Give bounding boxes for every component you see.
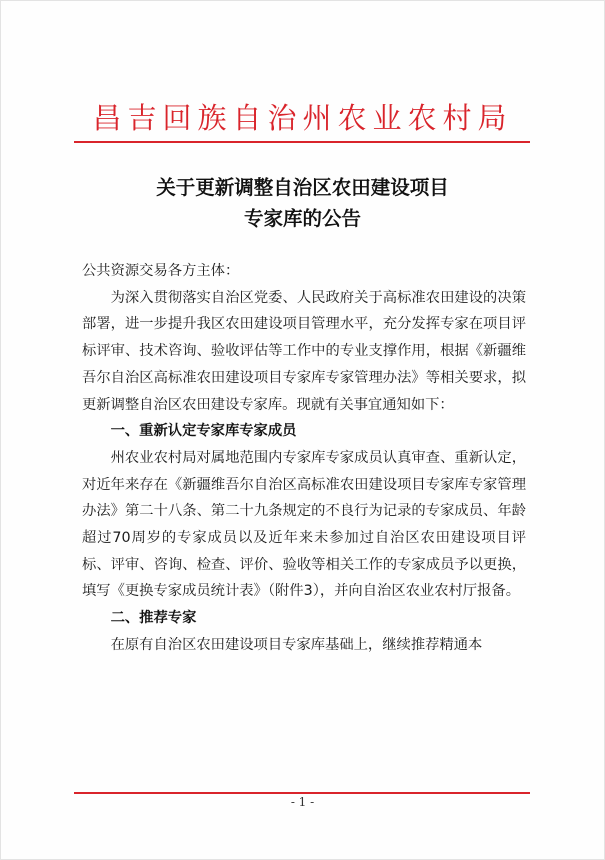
organization-header: 昌吉回族自治州农业农村局 <box>92 101 513 135</box>
document-body <box>82 258 526 659</box>
section-1-heading: 一、重新认定专家库专家成员 <box>110 423 297 440</box>
header-red-rule <box>74 141 530 143</box>
intro-paragraph: 为深入贯彻落实自治区党委、人民政府关于高标准农田建设的决策部署，进一步提升我区农田建设项目管理水平，充分发挥专家在项目评标评审、技术咨询、验收评估等工作中的专业支撑作用，根据《新疆维吾尔自治区高标准农田建设项目专家库专家管理办法》等相关要求，拟更新调整自治区农田建设专家库。现就有关事宜通知如下： <box>82 289 526 413</box>
page-number: - 1 - <box>290 795 315 809</box>
section-2-paragraph: 在原有自治区农田建设项目专家库基础上，继续推荐精通本 <box>110 636 483 653</box>
section-1-paragraph: 州农业农村局对属地范围内专家库专家成员认真审查、重新认定，对近年来存在《新疆维吾尔自治区高标准农田建设项目专家库专家管理办法》第二十八条、第二十九条规定的不良行为记录的专家成员、年龄超过70周岁的专家成员以及近年来未参加过自治区农田建设项目评标、评审、咨询、检查、评价、验收等相关工作的专家成员予以更换，填写《更换专家成员统计表》（附件3），并向自治区农业农村厅报备。 <box>82 449 526 600</box>
document-title <box>0 172 605 234</box>
document-title-line-2: 专家库的公告 <box>243 207 361 230</box>
section-2-heading: 二、推荐专家 <box>110 610 197 627</box>
salutation: 公共资源交易各方主体： <box>82 263 240 279</box>
document-title-line-1: 关于更新调整自治区农田建设项目 <box>156 176 449 199</box>
footer-red-rule <box>74 792 530 794</box>
